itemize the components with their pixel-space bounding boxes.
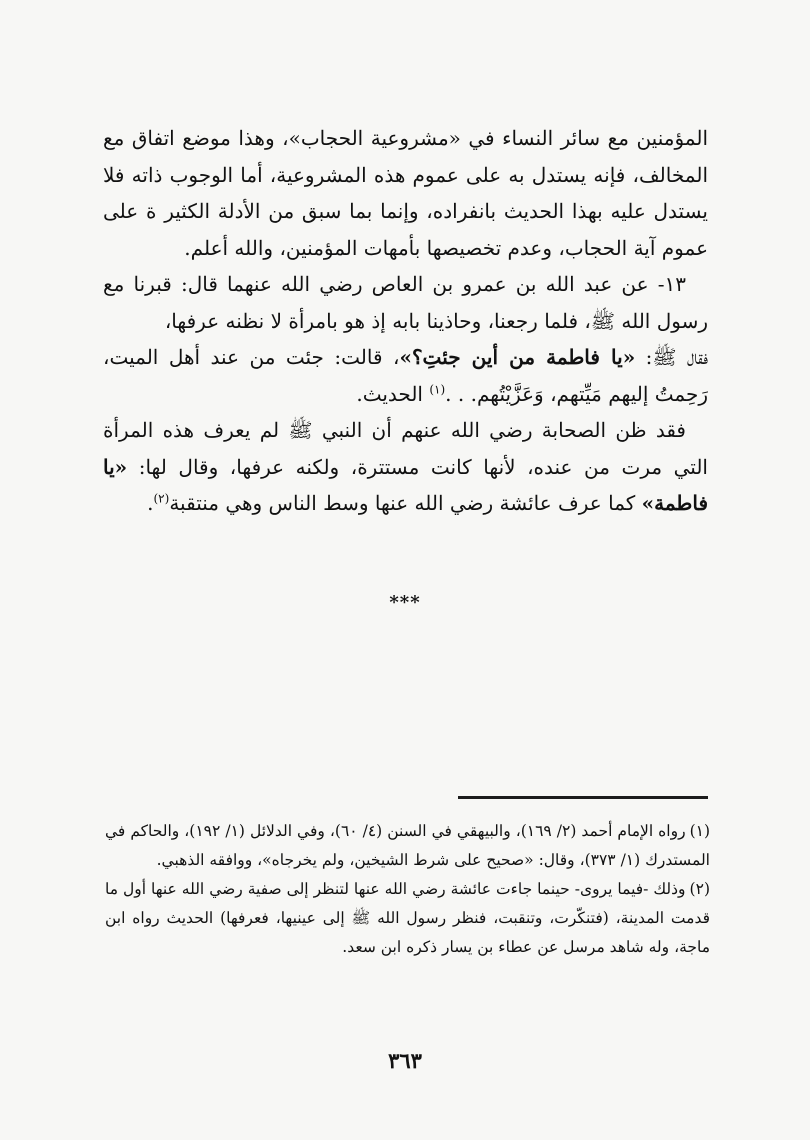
footnote-number-2: (٢) [689, 880, 710, 898]
commentary-text-before: فقد ظن الصحابة رضي الله عنهم أن النبي ﷺ لم يعرف هذه المرأة التي مرت من عنده، لأنها كانت مستترة، ولكنه عرفها، وقال لها: [103, 418, 708, 479]
hadith-continuation: ، قالت: جئت من عند أهل الميت، رَحِمتُ إليهم مَيِّتهم، وَعَزَّيْتُهم. . . [103, 345, 708, 406]
section-separator: *** [389, 592, 421, 613]
footnote-reference-2: (٢) [153, 491, 170, 506]
footnote-divider [458, 796, 708, 799]
page-number: ٣٦٣ [388, 1048, 422, 1073]
body-paragraph-1: المؤمنين مع سائر النساء في «مشروعية الحجاب»، وهذا موضع اتفاق مع المخالف، فإنه يستدل به على عموم هذه المشروعية، أما الوجوب ذاته فلا يستدل عليه بهذا الحديث بانفراده، وإنما بما سبق من الأدلة الكثير ة على عموم آية الحجاب، وعدم تخصيصها بأمهات المؤمنين، والله أعلم. [103, 126, 708, 260]
footnote-number-1: (١) [689, 822, 711, 840]
commentary-ending: . [147, 491, 154, 515]
footnote-reference-1: (١) [429, 381, 446, 396]
hadith-quote: «يا فاطمة من أين جئتِ؟» [399, 345, 636, 369]
hadith-ending: الحديث. [356, 381, 430, 406]
main-text [103, 120, 708, 522]
hadith-intro: فقال ﷺ: [635, 345, 708, 369]
commentary-paragraph [103, 412, 708, 522]
footnotes [105, 817, 710, 962]
hadith-quote-paragraph [103, 339, 708, 412]
commentary-text-after: كما عرف عائشة رضي الله عنها وسط الناس وهي منتقبة [169, 491, 642, 515]
footnote-1 [105, 817, 710, 875]
hadith-13-paragraph: ١٣- عن عبد الله بن عمرو بن العاص رضي الله عنهما قال: قبرنا مع رسول الله ﷺ، فلما رجعنا، وحاذينا بابه إذ هو بامرأة لا نظنه عرفها، [103, 272, 708, 333]
commentary-quote: «يا فاطمة» [103, 454, 708, 515]
footnote-text-1: رواه الإمام أحمد (٢/ ١٦٩)، والبيهقي في السنن (٤/ ٦٠)، وفي الدلائل (١/ ١٩٢)، والحاكم في المستدرك (١/ ٣٧٣)، وقال: «صحيح على شرط الشيخين، ولم يخرجاه»، ووافقه الذهبي. [105, 822, 710, 869]
footnote-text-2: وذلك -فيما يروى- حينما جاءت عائشة رضي الله عنها لتنظر إلى صفية رضي الله عنها أول ما قدمت المدينة، (فتنكّرت، وتنقبت، فنظر رسول الله ﷺ إلى عينيها، فعرفها) الحديث رواه ابن ماجة، وله شاهد مرسل عن عطاء بن يسار ذكره ابن سعد. [105, 880, 710, 956]
footnote-2 [105, 875, 710, 962]
